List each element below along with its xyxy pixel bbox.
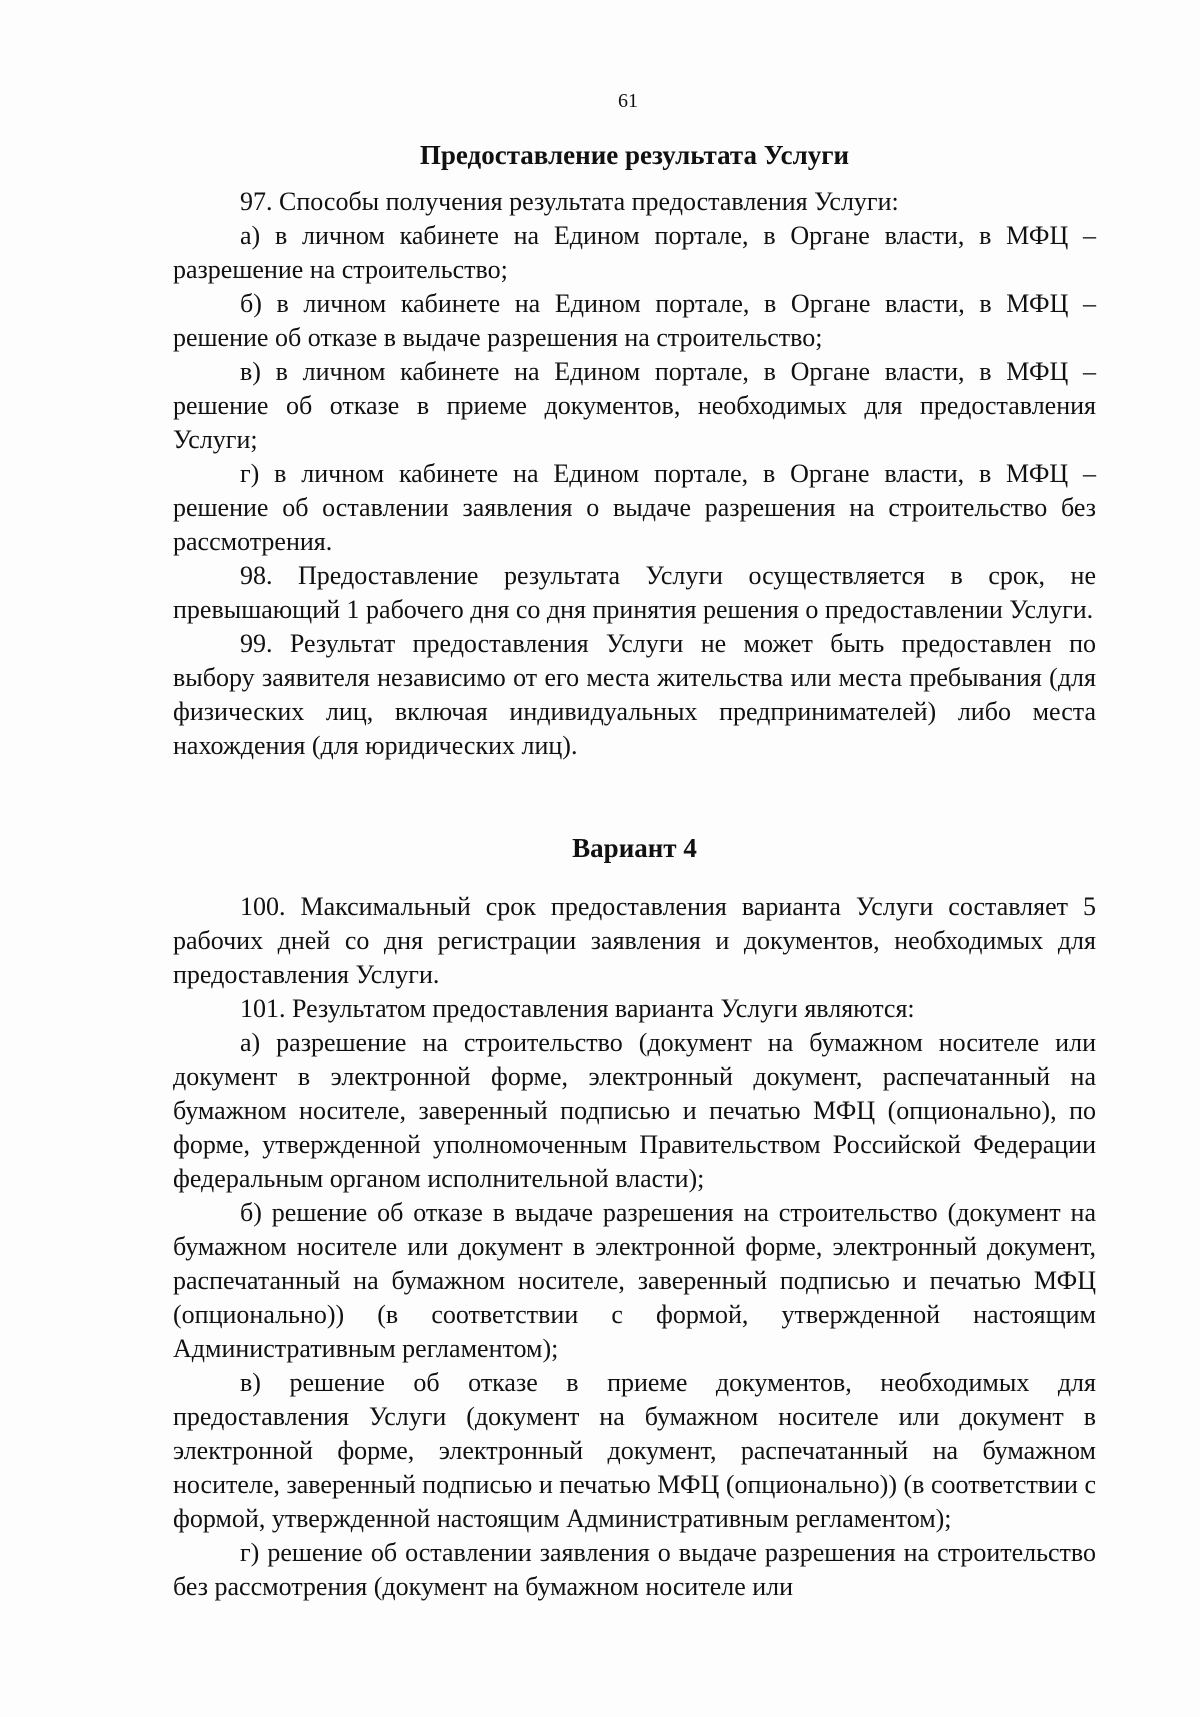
section-result-body xyxy=(173,185,1096,763)
page-number: 61 xyxy=(618,90,638,112)
section-heading-variant-4: Вариант 4 xyxy=(572,833,697,863)
paragraph-97-v: в) в личном кабинете на Едином портале, в Органе власти, в МФЦ – решение об отказе в приеме документов, необходимых для предоставления Услуги; xyxy=(173,357,1096,454)
section-heading-result: Предоставление результата Услуги xyxy=(419,140,850,170)
paragraph-100: 100. Максимальный срок предоставления варианта Услуги составляет 5 рабочих дней со дня регистрации заявления и документов, необходимых для предоставления Услуги. xyxy=(173,892,1096,989)
paragraph-99: 99. Результат предоставления Услуги не может быть предоставлен по выбору заявителя независимо от его места жительства или места пребывания (для физических лиц, включая индивидуальных предпринимателей) либо места нахождения (для юридических лиц). xyxy=(173,629,1096,760)
paragraph-97-a: а) в личном кабинете на Едином портале, в Органе власти, в МФЦ – разрешение на строительство; xyxy=(173,221,1096,284)
section-variant-4-body xyxy=(173,890,1096,1604)
paragraph-101-a: а) разрешение на строительство (документ на бумажном носителе или документ в электронной форме, электронный документ, распечатанный на бумажном носителе, заверенный подписью и печатью МФЦ (опционально), по форме, утвержденной уполномоченным Правительством Российской Федерации федеральным органом исполнительной власти); xyxy=(173,1028,1096,1193)
paragraph-97-g: г) в личном кабинете на Едином портале, в Органе власти, в МФЦ – решение об оставлении заявления о выдаче разрешения на строительство без рассмотрения. xyxy=(173,459,1096,556)
paragraph-101-b: б) решение об отказе в выдаче разрешения на строительство (документ на бумажном носителе или документ в электронной форме, электронный документ, распечатанный на бумажном носителе, заверенный подписью и печатью МФЦ (опционально)) (в соответствии с формой, утвержденной настоящим Административным регламентом); xyxy=(173,1198,1096,1363)
paragraph-101: 101. Результатом предоставления варианта Услуги являются: xyxy=(240,994,915,1023)
paragraph-97-b: б) в личном кабинете на Едином портале, в Органе власти, в МФЦ – решение об отказе в выдаче разрешения на строительство; xyxy=(173,289,1096,352)
paragraph-98: 98. Предоставление результата Услуги осуществляется в срок, не превышающий 1 рабочего дня со дня принятия решения о предоставлении Услуги. xyxy=(173,561,1096,624)
paragraph-97: 97. Способы получения результата предоставления Услуги: xyxy=(240,187,899,216)
paragraph-101-v: в) решение об отказе в приеме документов, необходимых для предоставления Услуги (документ на бумажном носителе или документ в электронной форме, электронный документ, распечатанный на бумажном носителе, заверенный подписью и печатью МФЦ (опционально)) (в соответствии с формой, утвержденной настоящим Административным регламентом); xyxy=(173,1368,1096,1533)
paragraph-101-g: г) решение об оставлении заявления о выдаче разрешения на строительство без рассмотрения (документ на бумажном носителе или xyxy=(173,1538,1096,1601)
